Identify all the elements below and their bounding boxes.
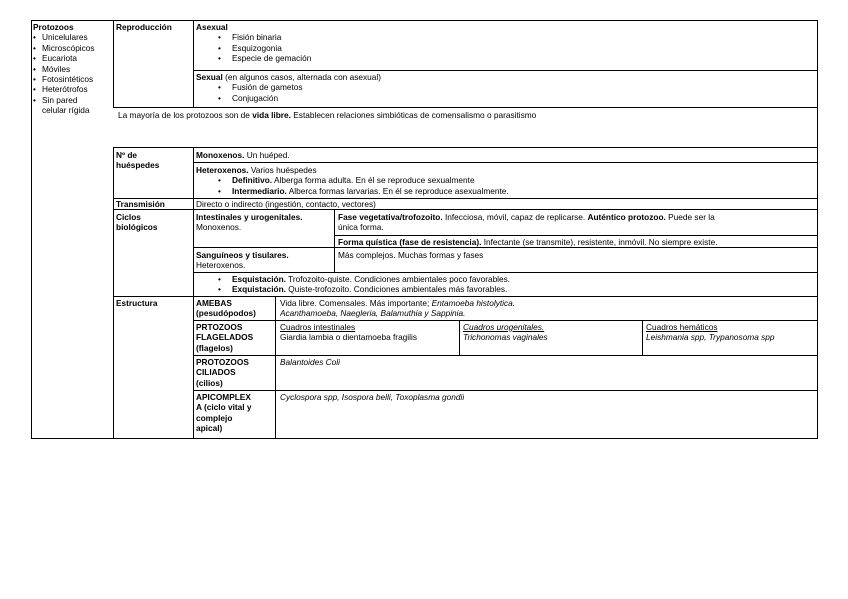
cuadros-intestinales-val: Giardia lambia o dientamoeba fragilis: [280, 332, 417, 343]
apicomplexa-label-line4: apical): [196, 423, 223, 434]
sexual-item: • Conjugación: [196, 93, 796, 103]
apicomplexa-label-line3: complejo: [196, 412, 233, 423]
ciliados-label: [196, 357, 274, 388]
vida-libre-post: Establecen relaciones simbióticas de comensalismo o parasitismo: [290, 110, 537, 120]
veg-title: Fase vegetativa/trofozoito.: [338, 212, 443, 222]
intermediario-title: Intermediario.: [232, 185, 287, 196]
forma-quistica-cell: [338, 237, 816, 247]
cuadros-hematicos-head: Cuadros hemáticos: [646, 322, 718, 332]
monoxenos-title: Monoxenos.: [196, 150, 245, 160]
flagelados-label: [196, 322, 274, 353]
sexual-cell: [196, 72, 796, 103]
intermediario-text: Alberca formas larvarias. En él se reproduce asexualmente.: [286, 185, 509, 196]
definitivo-text: Alberga forma adulta. En él se reproduce sexualmente: [272, 175, 475, 186]
reproduccion-label: Reproducción: [116, 22, 172, 32]
sexual-item: • Fusión de gametos: [196, 82, 796, 92]
trait-item: • Eucariota: [33, 53, 113, 63]
ciliados-label-line1: PROTOZOOS: [196, 357, 249, 367]
ciliados-label-line2: CILIADOS: [196, 367, 236, 378]
asexual-cell: [196, 22, 796, 64]
apicomplexa-label: [196, 392, 274, 434]
intestinales-cell: [196, 212, 334, 233]
protozoos-title: Protozoos: [33, 22, 74, 32]
quist-text: Infectante (se transmite), resistente, inmóvil. No siempre existe.: [481, 237, 718, 247]
esquistacion-text: Trofozoito-quiste. Condiciones ambientales poco favorables.: [285, 274, 511, 284]
sanguineos-sub: Heteroxenos.: [196, 260, 246, 271]
ciclos-label-line2: biológicos: [116, 222, 158, 233]
cuadros-urogenitales-cell: [463, 322, 641, 343]
huespedes-label-line2: huéspedes: [116, 160, 160, 171]
amebas-label-line1: AMEBAS: [196, 298, 232, 308]
cuadros-intestinales-cell: [280, 322, 458, 343]
sanguineos-title: Sanguíneos y tisulares.: [196, 250, 289, 260]
monoxenos-text: Un huéped.: [244, 150, 290, 160]
veg-text3: única forma.: [338, 222, 384, 233]
enquistacion-cell: [196, 274, 806, 295]
trait-item: • Móviles: [33, 64, 113, 74]
asexual-item: • Especie de gemación: [196, 53, 796, 63]
amebas-cell: [280, 298, 810, 319]
vida-libre-row: [118, 110, 816, 120]
heteroxenos-cell: [196, 165, 806, 196]
estructura-label: Estructura: [116, 298, 158, 308]
asexual-title: Asexual: [196, 22, 228, 32]
protozoos-cell: [33, 22, 113, 142]
trait-item: • Heterótrofos: [33, 84, 113, 94]
sexual-title: Sexual: [196, 72, 223, 82]
trait-item-continued: celular rígida: [42, 105, 90, 116]
heteroxenos-text: Varios huéspedes: [248, 165, 317, 175]
asexual-item: • Fisión binaria: [196, 32, 796, 42]
ciclos-label: [116, 212, 158, 233]
cuadros-hematicos-val: Leishmania spp, Trypanosoma spp: [646, 332, 775, 343]
apicomplexa-label-line2: A (ciclo vital y: [196, 402, 252, 413]
transmision-label: Transmisión: [116, 199, 165, 209]
flagelados-label-line1: PRTOZOOS: [196, 322, 243, 332]
veg-bold: Auténtico protozoo.: [587, 212, 666, 222]
amebas-genera: Acanthamoeba, Naegleria, Balamuthia y Sappinia.: [280, 308, 466, 319]
heteroxenos-title: Heteroxenos.: [196, 165, 249, 175]
amebas-pre: Vida libre. Comensales. Más importante;: [280, 298, 432, 308]
flagelados-label-line3: (flagelos): [196, 342, 233, 353]
sexual-note: (en algunos casos, alternada con asexual): [222, 72, 381, 82]
cuadros-urogenitales-head: Cuadros urogenitales.: [463, 322, 545, 332]
ciliados-val: Balantoides Coli: [280, 357, 340, 367]
flagelados-label-line2: FLAGELADOS: [196, 332, 254, 343]
trait-item: • Microscópicos: [33, 43, 113, 53]
sanguineos-cell: [196, 250, 334, 271]
vida-libre-bold: vida libre.: [252, 110, 291, 120]
definitivo-title: Definitivo.: [232, 175, 273, 186]
amebas-label-line2: (pesudópodos): [196, 308, 256, 319]
exquistacion-title: Exquistación.: [232, 284, 286, 295]
veg-text2: Puede ser la: [665, 212, 715, 222]
vida-libre-pre: La mayoría de los protozoos son de: [118, 110, 253, 120]
trait-item: • Fotosintéticos: [33, 74, 113, 84]
sanguineos-text: Más complejos. Muchas formas y fases: [338, 250, 484, 260]
intestinales-title: Intestinales y urogenitales.: [196, 212, 303, 222]
veg-text: Infecciosa, móvil, capaz de replicarse.: [442, 212, 588, 222]
apicomplexa-label-line1: APICOMPLEX: [196, 392, 251, 402]
trait-item: • Sin pared: [33, 95, 113, 105]
amebas-species: Entamoeba histolytica.: [431, 298, 516, 308]
trait-item: • Unicelulares: [33, 32, 113, 42]
esquistacion-title: Esquistación.: [232, 274, 286, 284]
transmision-text: Directo o indirecto (ingestión, contacto, vectores): [196, 199, 376, 209]
huespedes-label-line1: Nº de: [116, 150, 138, 160]
huespedes-label: [116, 150, 159, 171]
intestinales-sub: Monoxenos.: [196, 222, 242, 233]
ciclos-label-line1: Ciclos: [116, 212, 141, 222]
cuadros-urogenitales-val: Trichonomas vaginales: [463, 332, 548, 343]
amebas-label: [196, 298, 274, 319]
ciliados-label-line3: (cilios): [196, 377, 223, 388]
cuadros-hematicos-cell: [646, 322, 816, 343]
asexual-item: • Esquizogonia: [196, 43, 796, 53]
monoxenos-cell: [196, 150, 290, 160]
fase-vegetativa-cell: [338, 212, 816, 233]
apicomplexa-val: Cyclospora spp, Isospora belli, Toxoplasma gondii: [280, 392, 465, 402]
quist-title: Forma quística (fase de resistencia).: [338, 237, 482, 247]
exquistacion-text: Quiste-trofozoito. Condiciones ambientales más favorables.: [285, 284, 508, 295]
cuadros-intestinales-head: Cuadros intestinales: [280, 322, 356, 332]
